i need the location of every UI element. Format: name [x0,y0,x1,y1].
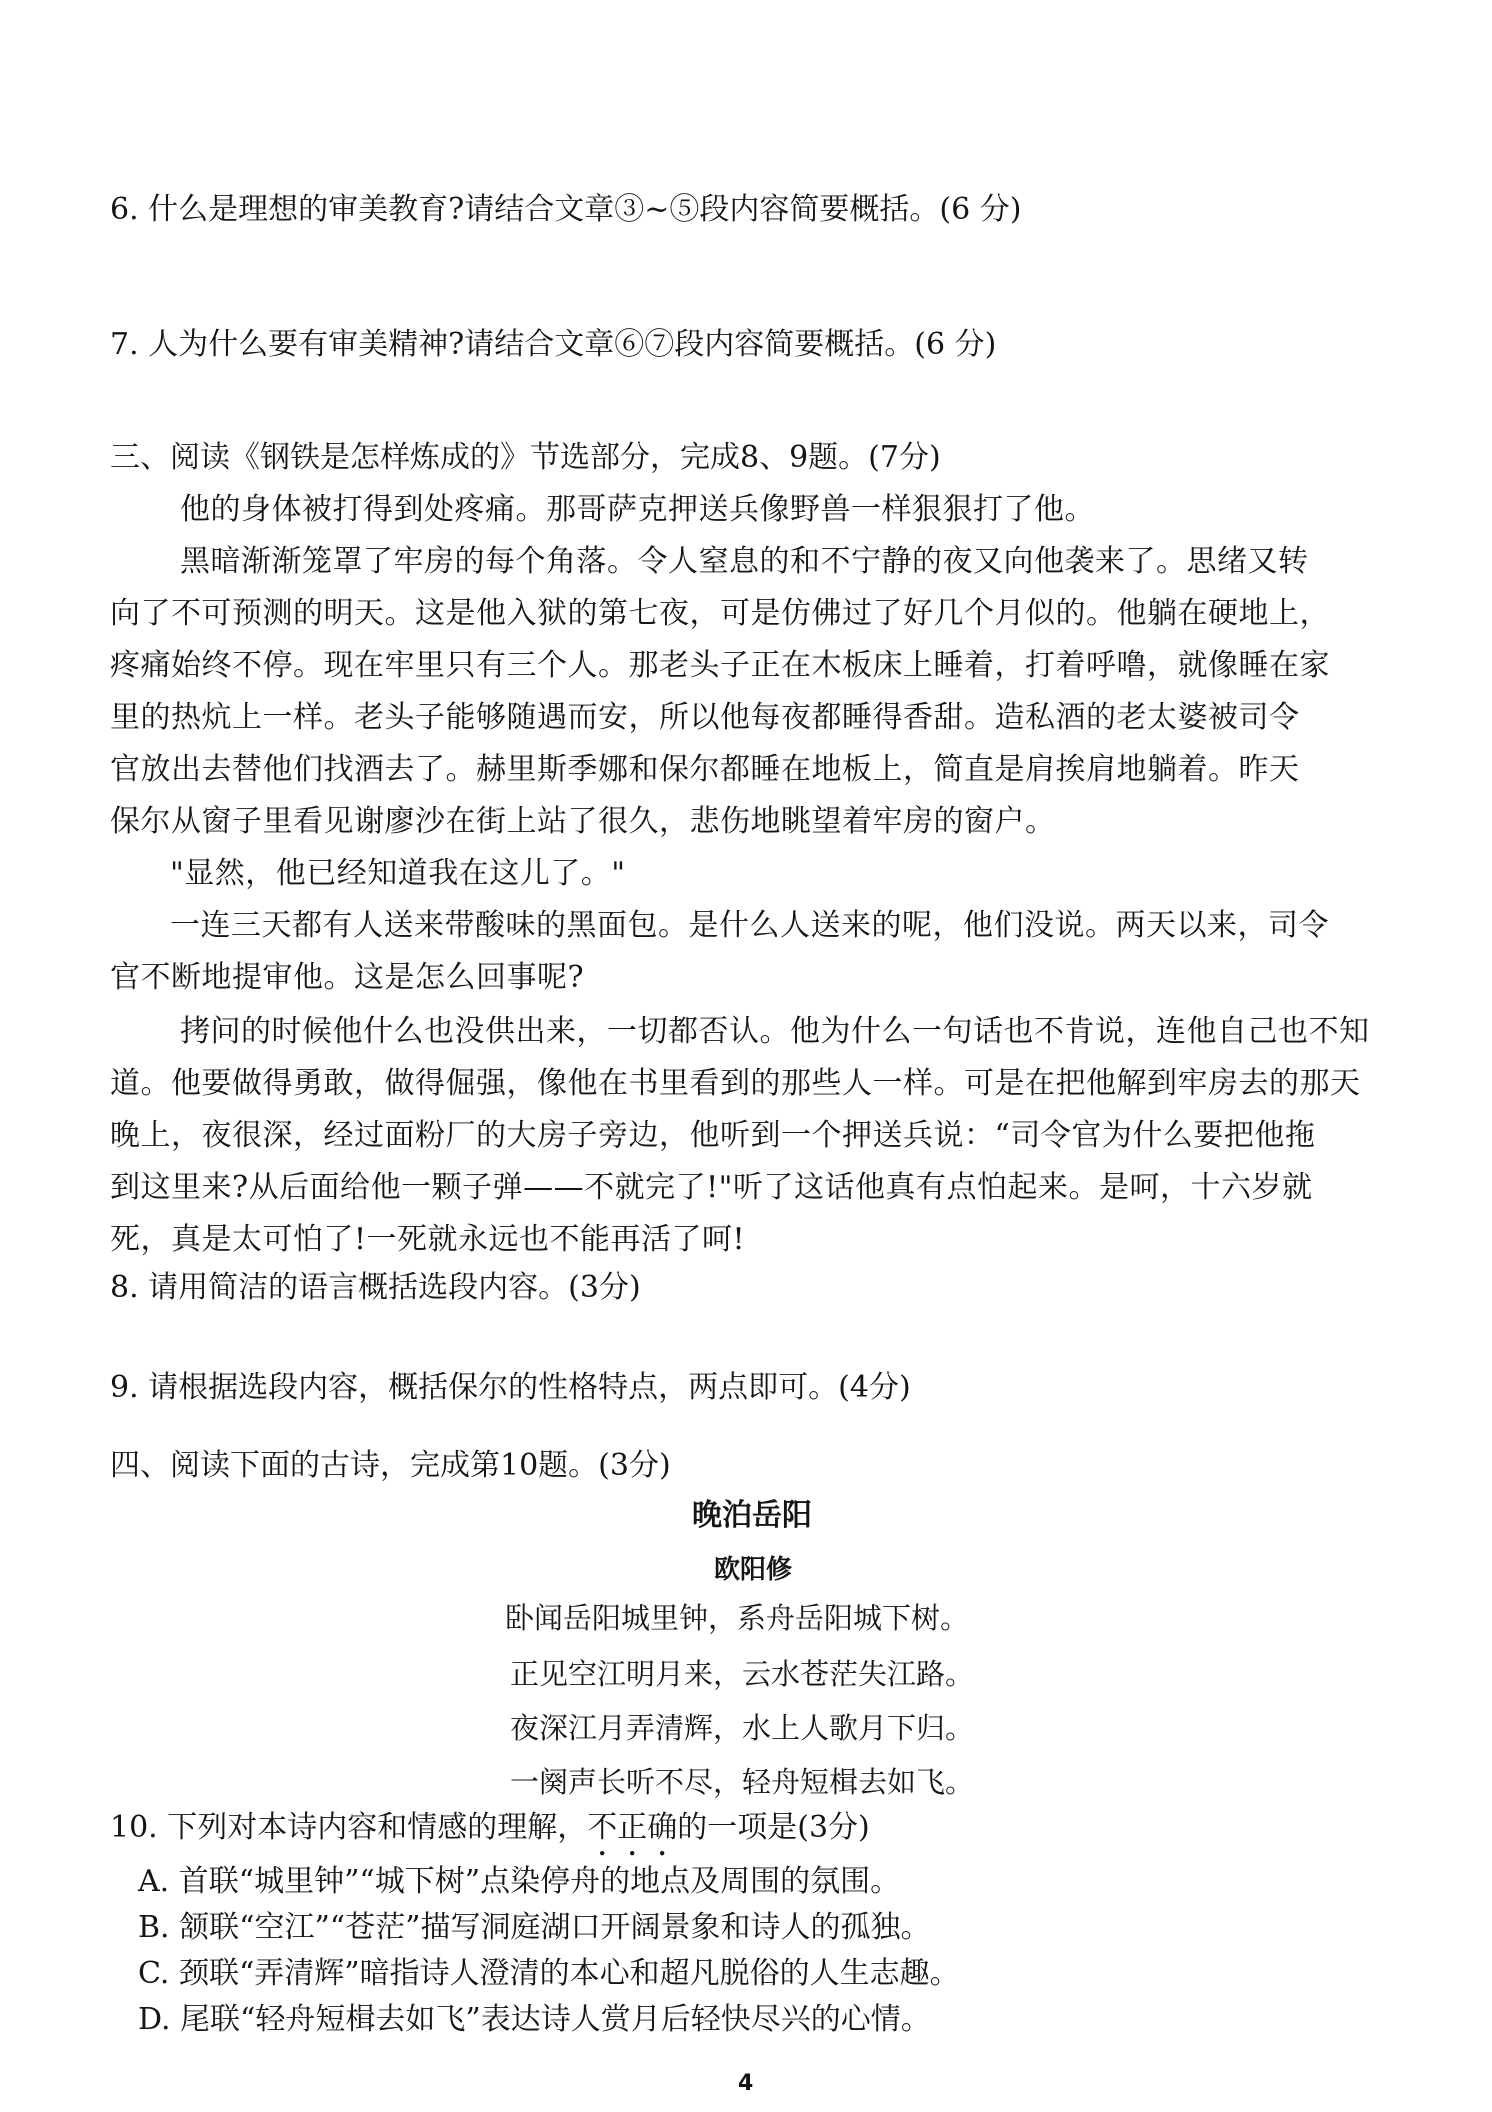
passage-line: 官放出去替他们找酒去了。赫里斯季娜和保尔都睡在地板上，简直是肩挨肩地躺着。昨天 [110,752,1300,787]
question-10 [110,1808,870,1863]
section-4-heading: 四、阅读下面的古诗，完成第10题。(3分) [110,1448,671,1483]
passage-line: 保尔从窗子里看见谢廖沙在街上站了很久，悲伤地眺望着牢房的窗户。 [110,804,1056,839]
passage-line: 他的身体被打得到处疼痛。那哥萨克押送兵像野兽一样狠狠打了他。 [180,492,1095,527]
question-6: 6. 什么是理想的审美教育?请结合文章③~⑤段内容简要概括。(6 分) [110,192,1022,227]
passage-line: 道。他要做得勇敢，做得倔强，像他在书里看到的那些人一样。可是在把他解到牢房去的那天 [110,1066,1361,1101]
passage-line: 到这里来?从后面给他一颗子弹——不就完了!"听了这话他真有点怕起来。是呵，十六岁就 [110,1170,1313,1205]
poem-line: 一阕声长听不尽，轻舟短楫去如飞。 [510,1765,975,1799]
passage-line: 疼痛始终不停。现在牢里只有三个人。那老头子正在木板床上睡着，打着呼噜，就像睡在家 [110,648,1330,683]
question-10-prefix: 10. 下列对本诗内容和情感的理解， [110,1810,588,1845]
passage-line: 一连三天都有人送来带酸味的黑面包。是什么人送来的呢，他们没说。两天以来，司令 [170,908,1329,943]
option-b: B. 颔联“空江”“苍茫”描写洞庭湖口开阔景象和诗人的孤独。 [138,1910,931,1945]
question-10-suffix: 的一项是(3分) [677,1810,870,1845]
poem-line: 正见空江明月来，云水苍茫失江路。 [510,1657,975,1691]
passage-line: 官不断地提审他。这是怎么回事呢? [110,960,585,995]
passage-line: 向了不可预测的明天。这是他入狱的第七夜，可是仿佛过了好几个月似的。他躺在硬地上， [110,596,1330,631]
question-8: 8. 请用简洁的语言概括选段内容。(3分) [110,1270,641,1305]
question-7: 7. 人为什么要有审美精神?请结合文章⑥⑦段内容简要概括。(6 分) [110,327,997,362]
option-d: D. 尾联“轻舟短楫去如飞”表达诗人赏月后轻快尽兴的心情。 [138,2002,931,2037]
question-9: 9. 请根据选段内容，概括保尔的性格特点，两点即可。(4分) [110,1370,911,1405]
section-3-heading: 三、阅读《钢铁是怎样炼成的》节选部分，完成8、9题。(7分) [110,440,941,475]
option-c: C. 颈联“弄清辉”暗指诗人澄清的本心和超凡脱俗的人生志趣。 [138,1956,960,1991]
passage-line: 死，真是太可怕了!一死就永远也不能再活了呵! [110,1222,746,1257]
passage-line: 晚上，夜很深，经过面粉厂的大房子旁边，他听到一个押送兵说：“司令官为什么要把他拖 [110,1118,1316,1153]
option-a: A. 首联“城里钟”“城下树”点染停舟的地点及周围的氛围。 [138,1864,901,1899]
poem-line: 夜深江月弄清辉，水上人歌月下归。 [510,1711,975,1745]
question-10-emphasis: 不正确 [587,1810,678,1845]
poem-author: 欧阳修 [714,1555,793,1585]
poem-title: 晚泊岳阳 [692,1498,812,1533]
passage-line: "显然，他已经知道我在这儿了。" [170,856,626,891]
passage-line: 里的热炕上一样。老头子能够随遇而安，所以他每夜都睡得香甜。造私酒的老太婆被司令 [110,700,1300,735]
poem-line: 卧闻岳阳城里钟，系舟岳阳城下树。 [505,1601,970,1635]
passage-line: 拷问的时候他什么也没供出来，一切都否认。他为什么一句话也不肯说，连他自己也不知 [180,1014,1370,1049]
page-number: 4 [738,2071,754,2096]
passage-line: 黑暗渐渐笼罩了牢房的每个角落。令人窒息的和不宁静的夜又向他袭来了。思绪又转 [180,544,1309,579]
